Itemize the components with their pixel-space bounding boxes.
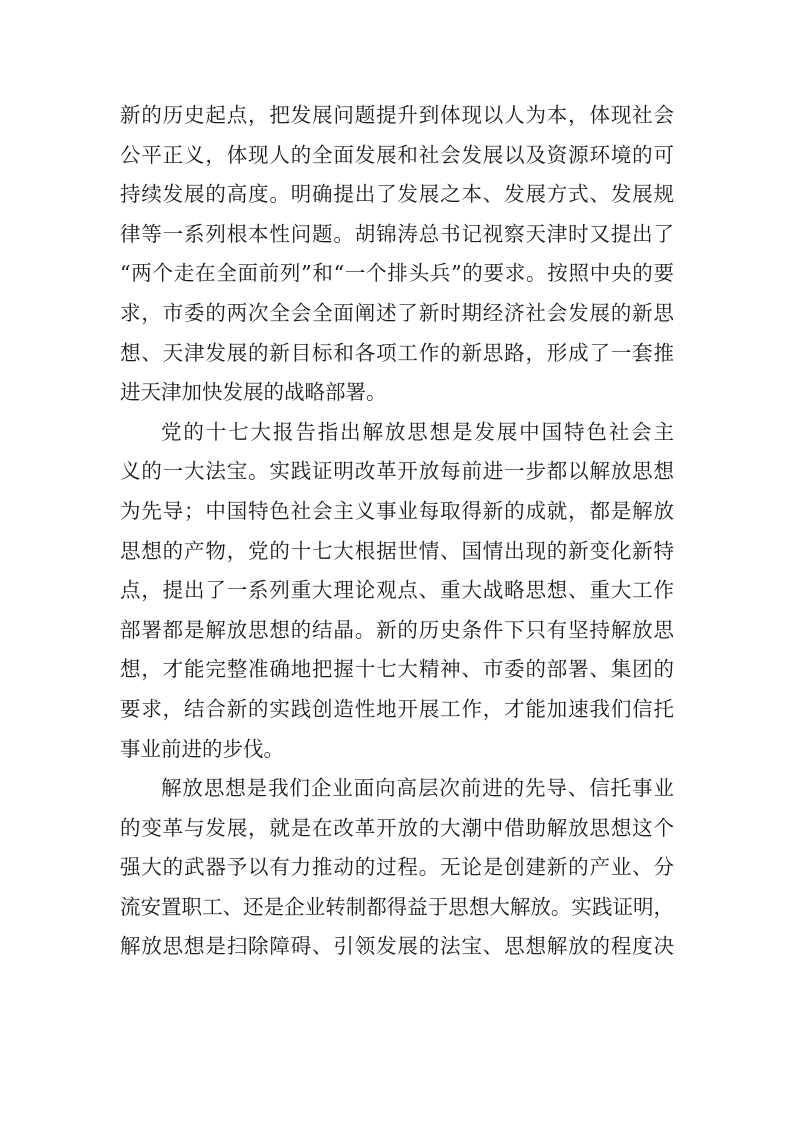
text-line: 强大的武器予以有力推动的过程。无论是创建新的产业、分: [120, 855, 674, 880]
text-line: 律等一系列根本性问题。胡锦涛总书记视察天津时又提出了: [120, 221, 674, 246]
text-line: 持续发展的高度。明确提出了发展之本、发展方式、发展规: [120, 182, 674, 207]
text-line: 的变革与发展，就是在改革开放的大潮中借助解放思想这个: [120, 815, 674, 840]
text-line: 事业前进的步伐。: [120, 736, 284, 761]
text-line: 解放思想是我们企业面向高层次前进的先导、信托事业: [161, 776, 674, 801]
text-line: 进天津加快发展的战略部署。: [120, 380, 387, 405]
text-line: 想、天津发展的新目标和各项工作的新思路，形成了一套推: [120, 340, 674, 365]
paragraph-1: [120, 96, 674, 413]
text-line: 想，才能完整准确地把握十七大精神、市委的部署、集团的: [120, 657, 674, 682]
text-line: 点，提出了一系列重大理论观点、重大战略思想、重大工作: [120, 578, 674, 603]
paragraph-3: [120, 769, 674, 967]
text-line: 部署都是解放思想的结晶。新的历史条件下只有坚持解放思: [120, 617, 674, 642]
document-body: [120, 96, 674, 967]
text-line: 解放思想是扫除障碍、引领发展的法宝、思想解放的程度决: [120, 934, 674, 959]
text-line: 思想的产物，党的十七大根据世情、国情出现的新变化新特: [120, 538, 674, 563]
text-line: 新的历史起点，把发展问题提升到体现以人为本，体现社会: [120, 103, 674, 127]
text-line: 公平正义，体现人的全面发展和社会发展以及资源环境的可: [120, 142, 674, 167]
text-line: 为先导；中国特色社会主义事业每取得新的成就，都是解放: [120, 498, 674, 523]
paragraph-2: [120, 413, 674, 769]
text-line: “两个走在全面前列”和“一个排头兵”的要求。按照中央的要: [120, 261, 674, 286]
text-line: 求，市委的两次全会全面阐述了新时期经济社会发展的新思: [120, 300, 674, 325]
text-line: 党的十七大报告指出解放思想是发展中国特色社会主: [161, 419, 674, 444]
text-line: 要求，结合新的实践创造性地开展工作，才能加速我们信托: [120, 696, 674, 721]
text-line: 流安置职工、还是企业转制都得益于思想大解放。实践证明，: [120, 894, 674, 919]
text-line: 义的一大法宝。实践证明改革开放每前进一步都以解放思想: [120, 459, 674, 484]
